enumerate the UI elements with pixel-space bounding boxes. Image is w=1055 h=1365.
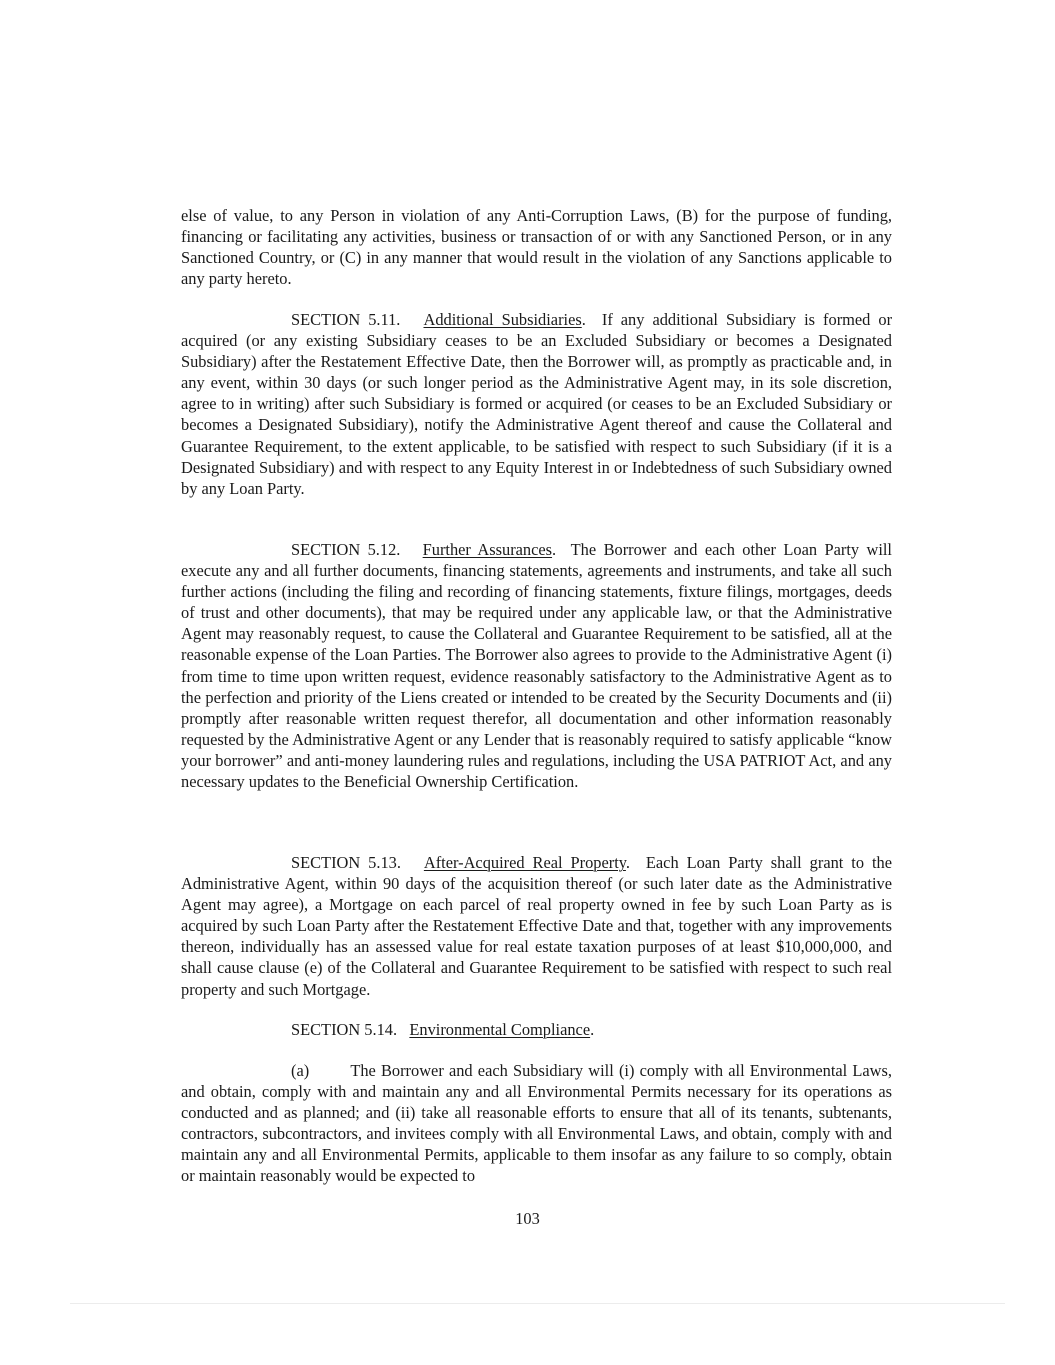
- section-5-11-title: Additional Subsidiaries: [423, 310, 582, 329]
- section-5-11-paragraph: SECTION 5.11. Additional Subsidiaries. If any additional Subsidiary is formed or acquired (or any existing Subsidiary ceases to be an Excluded Subsidiary or becomes a Designated Subsidiary) after the Restatement Effective Date, then the Borrower will, as promptly as practicable and, in any event, within 30 days (or such longer period as the Administrative Agent may, in its sole discretion, agree to in writing) after such Subsidiary is formed or acquired (or ceases to be an Excluded Subsidiary or becomes a Designated Subsidiary), notify the Administrative Agent thereof and cause the Collateral and Guarantee Requirement, to the extent applicable, to be satisfied with respect to such Subsidiary (if it is a Designated Subsidiary) and with respect to any Equity Interest in or Indebtedness of such Subsidiary owned by any Loan Party.: [181, 310, 893, 498]
- page-number: 103: [515, 1209, 540, 1228]
- continuation-paragraph: [181, 205, 892, 289]
- section-5-12-paragraph: SECTION 5.12. Further Assurances. The Borrower and each other Loan Party will execute any and all further documents, financing statements, agreements and instruments, and take all such further actions (including the filing and recording of financing statements, fixture filings, mortgages, deeds of trust and other documents), that may be required under any applicable law, or that the Administrative Agent may reasonably request, to cause the Collateral and Guarantee Requirement to be satisfied, all at the reasonable expense of the Loan Parties. The Borrower also agrees to provide to the Administrative Agent (i) from time to time upon written request, evidence reasonably satisfactory to the Administrative Agent as to the perfection and priority of the Liens created or intended to be created by the Security Documents and (ii) promptly after reasonable written request therefor, all documentation and other information reasonably requested by the Administrative Agent or any Lender that is reasonably required to satisfy applicable “know your borrower” and anti-money laundering rules and regulations, including the USA PATRIOT Act, and any necessary updates to the Beneficial Ownership Certification.: [181, 540, 892, 792]
- section-5-14-a-text: The Borrower and each Subsidiary will (i) comply with all Environmental Laws, and obtain, comply with and maintain any and all Environmental Permits necessary for its operations as conducted and as planned; and (ii) take all reasonable efforts to ensure that all of its tenants, subtenants, contractors, subcontractors, and invitees comply with all Environmental Laws, and obtain, comply with and maintain any and all Environmental Permits, applicable to them insofar as any failure to so comply, obtain or maintain reasonably would be expected to: [181, 1061, 892, 1186]
- page-divider: [70, 1303, 1005, 1304]
- section-5-13-title: After-Acquired Real Property: [423, 853, 626, 872]
- section-5-13-number: SECTION 5.13.: [291, 853, 401, 872]
- section-5-12-number: SECTION 5.12.: [291, 540, 401, 559]
- section-5-11-body: If any additional Subsidiary is formed or acquired (or any existing Subsidiary ceases to be an Excluded Subsidiary or becomes a Designated Subsidiary) after the Restatement Effective Date, then the Borrower will, as promptly as practicable and, in any event, within 30 days (or such longer period as the Administrative Agent may, in its sole discretion, agree to in writing) after such Subsidiary is formed or acquired (or ceases to be an Excluded Subsidiary or becomes a Designated Subsidiary), notify the Administrative Agent thereof and cause the Collateral and Guarantee Requirement, to the extent applicable, to be satisfied with respect to such Subsidiary (if it is a Designated Subsidiary) and with respect to any Equity Interest in or Indebtedness of such Subsidiary owned by any Loan Party.: [181, 310, 893, 498]
- section-5-14-a-label: (a): [291, 1061, 310, 1080]
- section-5-14: [181, 1019, 892, 1040]
- section-5-14-heading: SECTION 5.14. Environmental Compliance.: [291, 1020, 595, 1039]
- section-5-14-a-paragraph: [181, 1060, 892, 1187]
- section-5-12-title: Further Assurances: [422, 540, 553, 559]
- section-5-12: [181, 539, 892, 792]
- continuation-text: else of value, to any Person in violation of any Anti-Corruption Laws, (B) for the purpose of funding, financing or facilitating any activities, business or transaction of or with any Sanctioned Person, or in any Sanctioned Country, or (C) in any manner that would result in the violation of any Sanctions applicable to any party hereto.: [181, 206, 892, 289]
- section-5-14-number: SECTION 5.14.: [291, 1020, 398, 1039]
- section-5-13-paragraph: SECTION 5.13. After-Acquired Real Property. Each Loan Party shall grant to the Administrative Agent, within 90 days of the acquisition thereof (or such later date as the Administrative Agent may agree), a Mortgage on each parcel of real property owned in fee by such Loan Party as is acquired by such Loan Party after the Restatement Effective Date and that, together with any improvements thereon, individually has an assessed value for real estate taxation purposes of at least $10,000,000, and shall cause clause (e) of the Collateral and Guarantee Requirement to be satisfied with respect to such real property and such Mortgage.: [181, 853, 893, 999]
- section-5-13-body: Each Loan Party shall grant to the Administrative Agent, within 90 days of the acquisition thereof (or such later date as the Administrative Agent may agree), a Mortgage on each parcel of real property owned in fee by such Loan Party as is acquired by such Loan Party after the Restatement Effective Date and that, together with any improvements thereon, individually has an assessed value for real estate taxation purposes of at least $10,000,000, and shall cause clause (e) of the Collateral and Guarantee Requirement to be satisfied with respect to such real property and such Mortgage.: [181, 853, 893, 999]
- section-5-11-number: SECTION 5.11.: [291, 310, 401, 329]
- section-5-12-body: The Borrower and each other Loan Party will execute any and all further documents, financing statements, agreements and instruments, and take all such further actions (including the filing and recording of financing statements, fixture filings, mortgages, deeds of trust and other documents), that may be required under any applicable law, or that the Administrative Agent may reasonably request, to cause the Collateral and Guarantee Requirement to be satisfied, all at the reasonable expense of the Loan Parties. The Borrower also agrees to provide to the Administrative Agent (i) from time to time upon written request, evidence reasonably satisfactory to the Administrative Agent as to the perfection and priority of the Liens created or intended to be created by the Security Documents and (ii) promptly after reasonable written request therefor, all documentation and other information reasonably requested by the Administrative Agent or any Lender that is reasonably required to satisfy applicable “know your borrower” and anti-money laundering rules and regulations, including the USA PATRIOT Act, and any necessary updates to the Beneficial Ownership Certification.: [181, 540, 892, 792]
- section-5-13: [181, 852, 892, 1000]
- section-5-14-title: Environmental Compliance: [409, 1020, 591, 1039]
- section-5-14-a: [181, 1060, 892, 1187]
- section-5-11: [181, 309, 892, 499]
